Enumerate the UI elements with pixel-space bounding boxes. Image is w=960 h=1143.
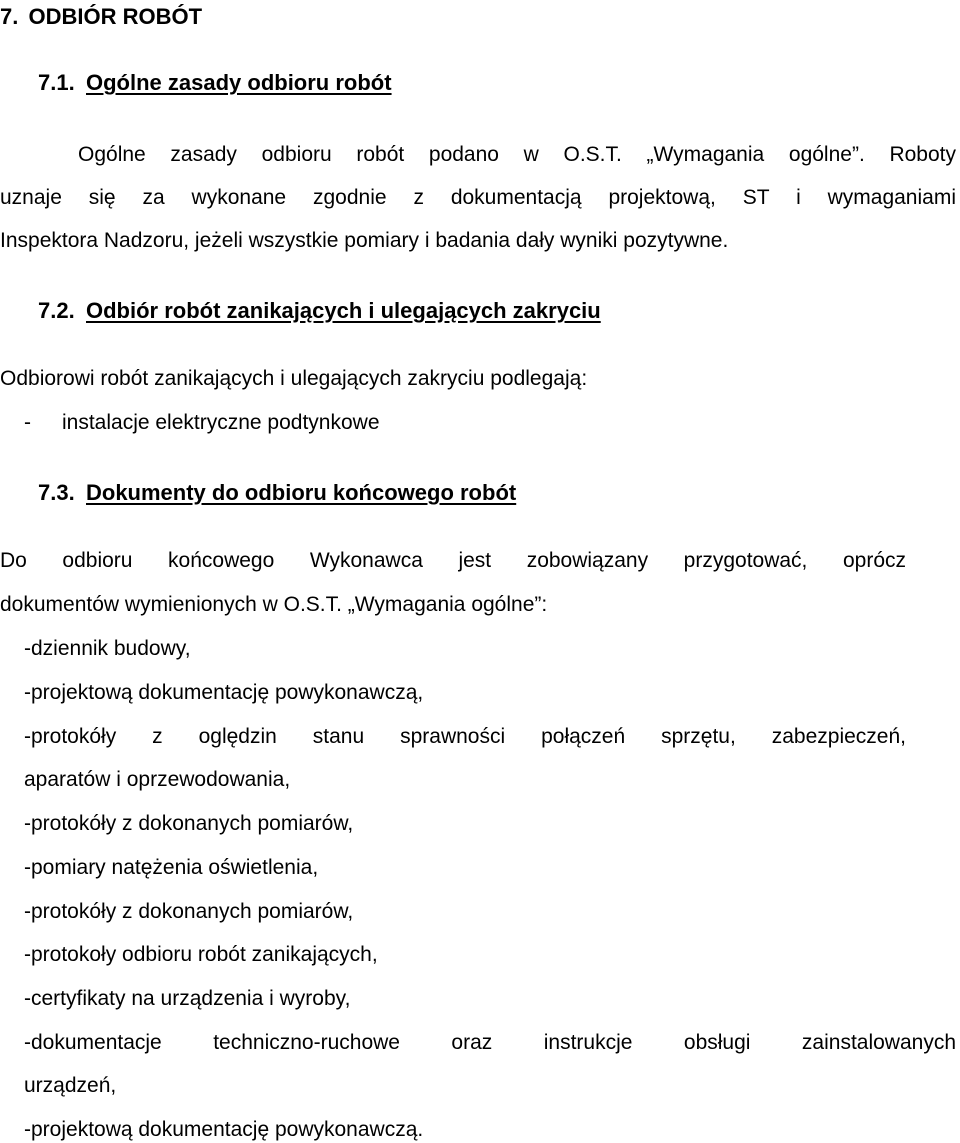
paragraph-line: Odbiorowi robót zanikających i ulegających zakryciu podlegają: [0, 367, 588, 390]
subsection-heading-7-2 [38, 298, 601, 324]
paragraph-line: uznaje się za wykonane zgodnie z dokumentacją projektową, ST i wymaganiami [0, 186, 956, 209]
list-item: -protokóły z dokonanych pomiarów, [24, 812, 354, 835]
list-item: urządzeń, [24, 1074, 117, 1097]
bullet-dash: - [24, 411, 31, 434]
subsection-number: 7.2. [38, 298, 75, 323]
section-number: 7. [0, 4, 19, 29]
list-item: -dziennik budowy, [24, 637, 191, 660]
subsection-number: 7.3. [38, 480, 75, 505]
list-item: -dokumentacje techniczno-ruchowe oraz instrukcje obsługi zainstalowanych [24, 1031, 956, 1054]
paragraph-line: Ogólne zasady odbioru robót podano w O.S.T. „Wymagania ogólne”. Roboty [78, 143, 956, 166]
list-item: aparatów i oprzewodowania, [24, 768, 291, 791]
subsection-number: 7.1. [38, 70, 75, 95]
subsection-heading-7-3 [38, 480, 516, 506]
subsection-heading-7-1 [38, 70, 392, 96]
list-item: -projektową dokumentację powykonawczą. [24, 1118, 424, 1141]
bullet-text: instalacje elektryczne podtynkowe [62, 411, 380, 434]
subsection-title: Odbiór robót zanikających i ulegających zakryciu [86, 298, 601, 323]
list-item: -protokóły z oględzin stanu sprawności połączeń sprzętu, zabezpieczeń, [24, 725, 906, 748]
subsection-title: Dokumenty do odbioru końcowego robót [86, 480, 517, 505]
list-item: -projektową dokumentację powykonawczą, [24, 681, 424, 704]
paragraph-line: dokumentów wymienionych w O.S.T. „Wymagania ogólne”: [0, 593, 548, 616]
paragraph-line: Inspektora Nadzoru, jeżeli wszystkie pomiary i badania dały wyniki pozytywne. [0, 229, 729, 252]
list-item: -protokóły z dokonanych pomiarów, [24, 900, 354, 923]
list-item: -protokoły odbioru robót zanikających, [24, 943, 378, 966]
section-heading [0, 4, 202, 30]
subsection-title: Ogólne zasady odbioru robót [86, 70, 392, 95]
section-title: ODBIÓR ROBÓT [28, 4, 203, 29]
list-item: -pomiary natężenia oświetlenia, [24, 856, 319, 879]
list-item: -certyfikaty na urządzenia i wyroby, [24, 987, 351, 1010]
paragraph-line: Do odbioru końcowego Wykonawca jest zobowiązany przygotować, oprócz [0, 549, 906, 572]
